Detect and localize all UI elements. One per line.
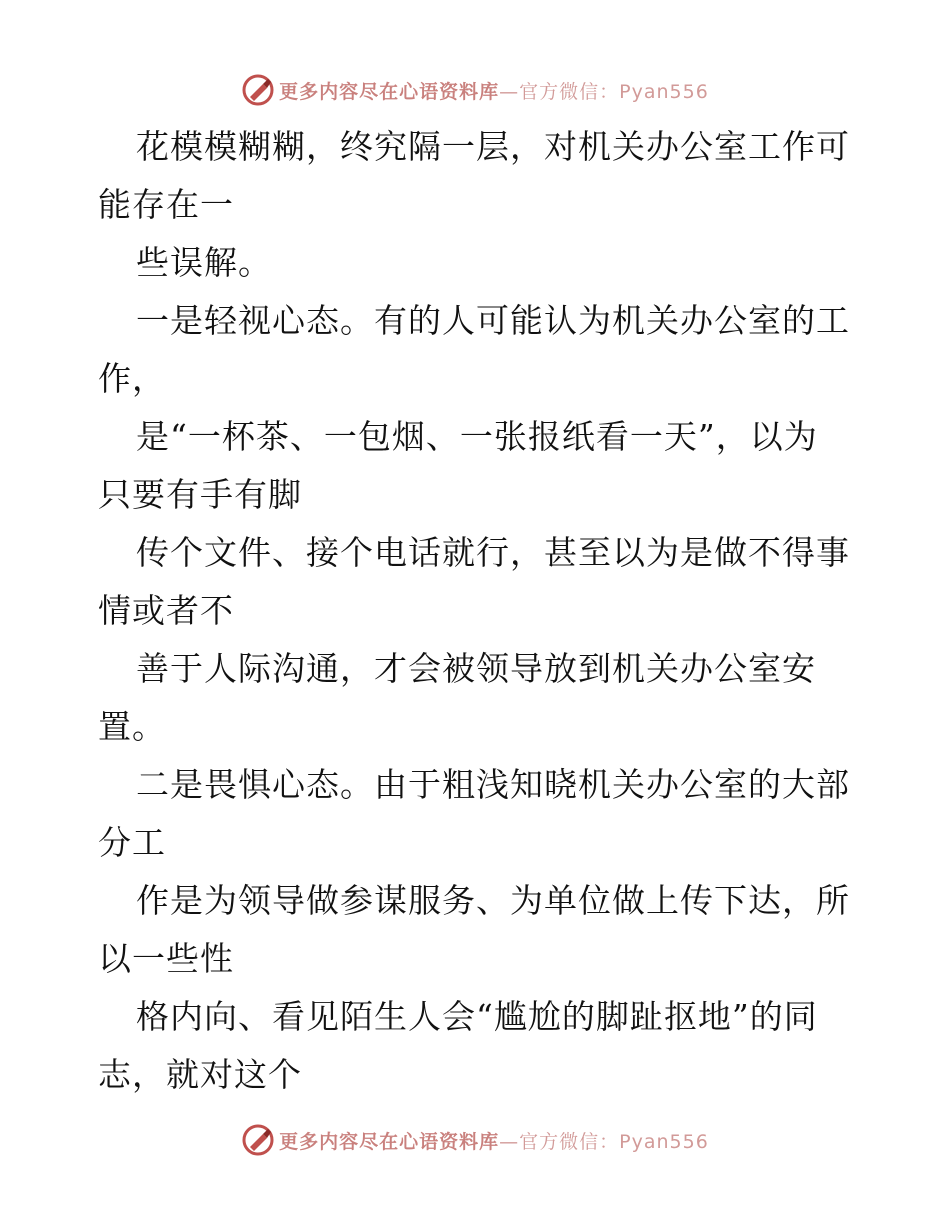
body-line: 作是为领导做参谋服务、为单位做上传下达，所 bbox=[136, 881, 850, 920]
body-line: 情或者不 bbox=[98, 591, 234, 630]
footer-brand-text: 更多内容尽在心语资料库 bbox=[279, 1130, 500, 1153]
body-line: 志，就对这个 bbox=[98, 1055, 302, 1094]
header-brand-text: 更多内容尽在心语资料库 bbox=[279, 80, 500, 103]
body-line: 作， bbox=[98, 359, 166, 398]
body-line: 一是轻视心态。有的人可能认为机关办公室的工 bbox=[136, 301, 850, 340]
body-line: 分工 bbox=[98, 823, 166, 862]
footer-watermark bbox=[0, 1120, 950, 1160]
header-wechat-text: 官方微信：Pyan556 bbox=[519, 80, 709, 103]
body-line: 二是畏惧心态。由于粗浅知晓机关办公室的大部 bbox=[136, 765, 850, 804]
body-line: 是“一杯茶、一包烟、一张报纸看一天”，以为 bbox=[136, 417, 818, 456]
document-body bbox=[98, 118, 858, 1104]
body-line: 以一些性 bbox=[98, 939, 234, 978]
header-separator: — bbox=[499, 80, 520, 103]
body-line: 置。 bbox=[98, 707, 166, 746]
pen-nib-logo-icon bbox=[241, 73, 275, 107]
footer-wechat-text: 官方微信：Pyan556 bbox=[519, 1130, 709, 1153]
body-line: 只要有手有脚 bbox=[98, 475, 302, 514]
body-line: 善于人际沟通，才会被领导放到机关办公室安 bbox=[136, 649, 816, 688]
body-line: 传个文件、接个电话就行，甚至以为是做不得事 bbox=[136, 533, 850, 572]
footer-separator: — bbox=[499, 1130, 520, 1153]
body-line: 花模模糊糊，终究隔一层，对机关办公室工作可 bbox=[136, 127, 850, 166]
body-line: 格内向、看见陌生人会“尴尬的脚趾抠地”的同 bbox=[136, 997, 818, 1036]
header-watermark bbox=[0, 70, 950, 110]
body-line: 些误解。 bbox=[136, 243, 272, 282]
body-line: 能存在一 bbox=[98, 185, 234, 224]
pen-nib-logo-icon bbox=[241, 1123, 275, 1157]
